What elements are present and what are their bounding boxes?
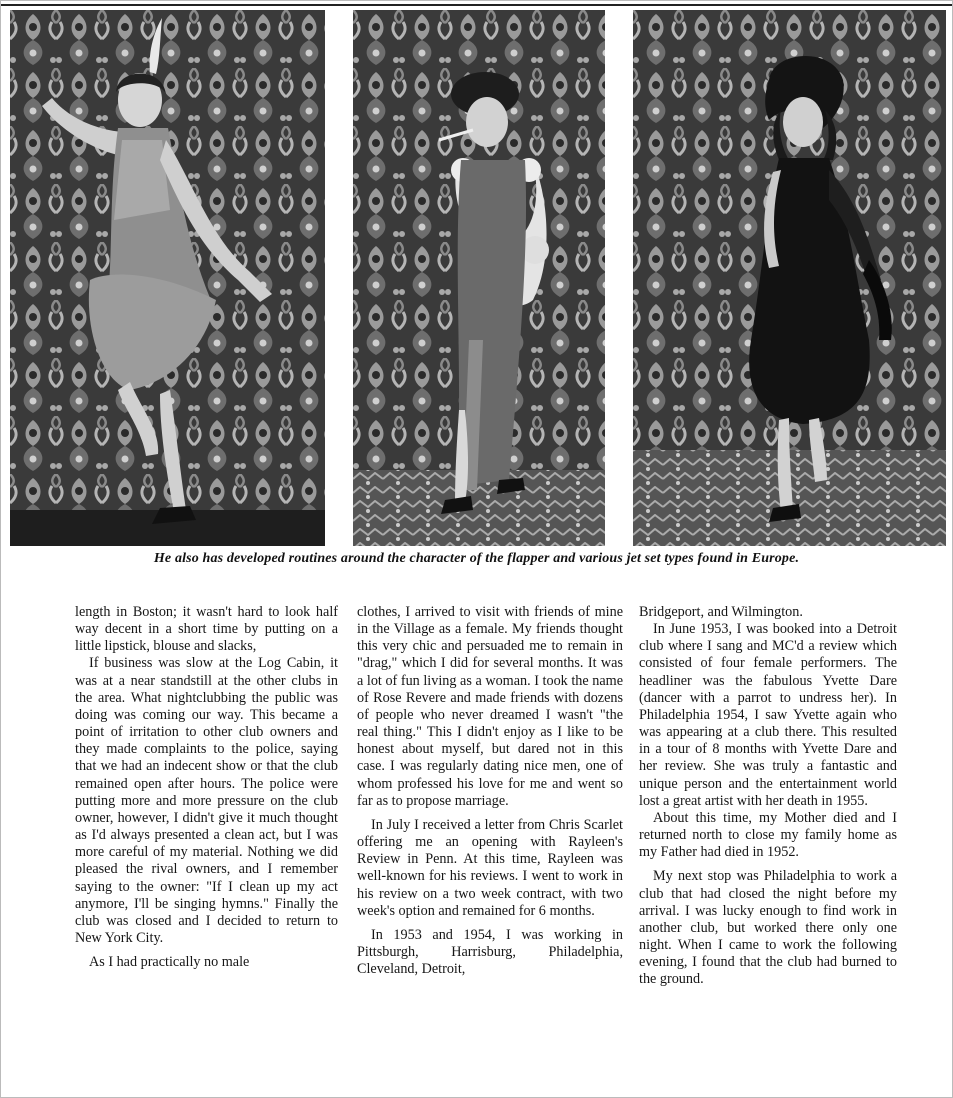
paragraph: If business was slow at the Log Cabin, it was at a near standstill at the other clubs in the area. What nightclubbing the public was doing was coming our way. This became a point of irritation to other club owners and they made complaints to the police, saying that we had an indecent show or that the club remained open after hours. The police were putting more and more pressure on the club owner, however, I didn't give it much thought as I'd always presented a clean act, but I was more careful of my material. Nothing we did pleased the rival owners, and I remember saying to the owner: "If I clean up my act anymore, I'll be singing hymns." Finally the club was closed and I decided to return to New York City. [75, 655, 338, 946]
boa-gown-photo [353, 10, 605, 546]
article-column-3 [639, 604, 897, 988]
paragraph: In 1953 and 1954, I was working in Pittsburgh, Harrisburg, Philadelphia, Cleveland, Detroit, [357, 926, 623, 978]
paragraph: Bridgeport, and Wilmington. [639, 604, 803, 620]
paragraph: About this time, my Mother died and I returned north to close my family home as my Father had died in 1952. [639, 809, 897, 861]
paragraph: In July I received a letter from Chris Scarlet offering me an opening with Rayleen's Review in Penn. At this time, Rayleen was well-known for his reviews. I went to work in his review on a two week contract, with two week's option and remained for 6 months. [357, 816, 623, 919]
article-column-1 [75, 604, 338, 971]
paragraph: length in Boston; it wasn't hard to look half way decent in a short time by putting on a little lipstick, blouse and slacks, [75, 604, 338, 655]
article-column-2 [357, 604, 623, 978]
paragraph: As I had practically no male [89, 954, 250, 971]
photo-caption: He also has developed routines around the character of the flapper and various jet set types found in Europe. [153, 551, 800, 566]
paragraph: clothes, I arrived to visit with friends of mine in the Village as a female. My friends thought this very chic and persuaded me to remain in "drag," which I did for several months. It was a lot of fun living as a woman. I took the name of Rose Revere and made friends with dozens of people who never dreamed I wasn't "the real thing." This I didn't enjoy as I like to be honest about myself, but dared not in this case. I was regularly dating nice men, one of whom professed his love for me and went so far as to propose marriage. [357, 604, 623, 809]
flapper-photo [10, 10, 325, 546]
black-dress-photo [633, 10, 946, 546]
top-rule [0, 4, 953, 6]
article-body [0, 604, 953, 1098]
paragraph: In June 1953, I was booked into a Detroit club where I sang and MC'd a review which consisted of four female performers. The headliner was the fabulous Yvette Dare (dancer with a parrot to undress her). In Philadelphia 1954, I saw Yvette again who was appearing at a club there. This resulted in a tour of 8 months with Yvette Dare and her review. She was truly a fantastic and unique person and the entertainment world lost a great artist with her death in 1955. [639, 621, 897, 809]
paragraph: My next stop was Philadelphia to work a club that had closed the night before my arrival. I was lucky enough to find work in another club, but worked there only one night. When I came to work the following evening, I found that the club had burned to the ground. [639, 868, 897, 988]
